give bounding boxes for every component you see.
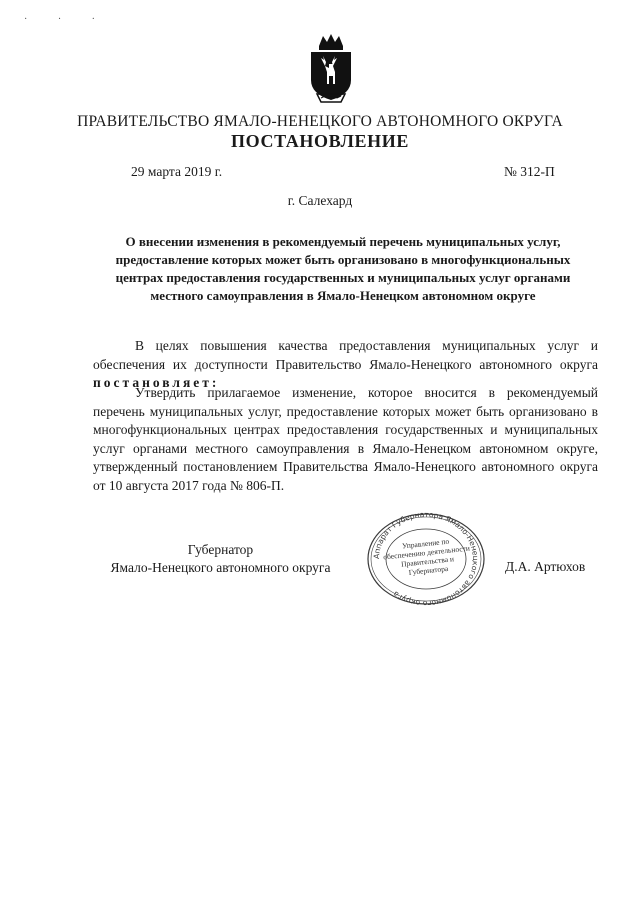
document-number: № 312-П bbox=[504, 164, 555, 179]
paragraph-operative: Утвердить прилагаемое изменение, которое вносится в рекомендуемый перечень муниципальных услуг, предоставление которых может быть организовано в многофункциональных центрах предоставления государственных и муниципальных услуг органами местного самоуправления в Ямало-Ненецком автономном округе, утвержденный постановлением Правительства Ямало-Ненецкого автономного округа от 10 августа 2017 года № 806-П. bbox=[93, 385, 598, 493]
coat-of-arms-icon bbox=[303, 32, 359, 106]
signatory-title bbox=[98, 541, 343, 577]
signatory-name: Д.А. Артюхов bbox=[505, 559, 586, 574]
document-type: ПОСТАНОВЛЕНИЕ bbox=[231, 131, 409, 151]
preamble-text: В целях повышения качества предоставления муниципальных услуг и обеспечения их доступности Правительство Ямало-Ненецкого автономного округа bbox=[93, 338, 598, 372]
organization-name: ПРАВИТЕЛЬСТВО ЯМАЛО-НЕНЕЦКОГО АВТОНОМНОГО ОКРУГА bbox=[77, 113, 563, 130]
document-date: 29 марта 2019 г. bbox=[131, 164, 223, 179]
document-subject: О внесении изменения в рекомендуемый перечень муниципальных услуг, предоставление которых может быть организовано в многофункциональных центрах предоставления государственных и муниципальных услуг органами местного самоуправления в Ямало-Ненецком автономном округе bbox=[115, 234, 571, 303]
signatory-title-line1: Губернатор bbox=[187, 542, 254, 557]
scan-dots: · · · bbox=[24, 14, 109, 25]
seal-inner-text: Управление по обеспечению деятельности Правительства и Губернатора bbox=[382, 536, 471, 577]
decree-word: постановляет: bbox=[93, 375, 220, 390]
seal-ring-text: Аппарат Губернатора Ямало-Ненецкого автономного округа bbox=[371, 511, 481, 607]
document-city: г. Салехард bbox=[287, 193, 353, 208]
signatory-title-line2: Ямало-Ненецкого автономного округа bbox=[110, 560, 331, 575]
